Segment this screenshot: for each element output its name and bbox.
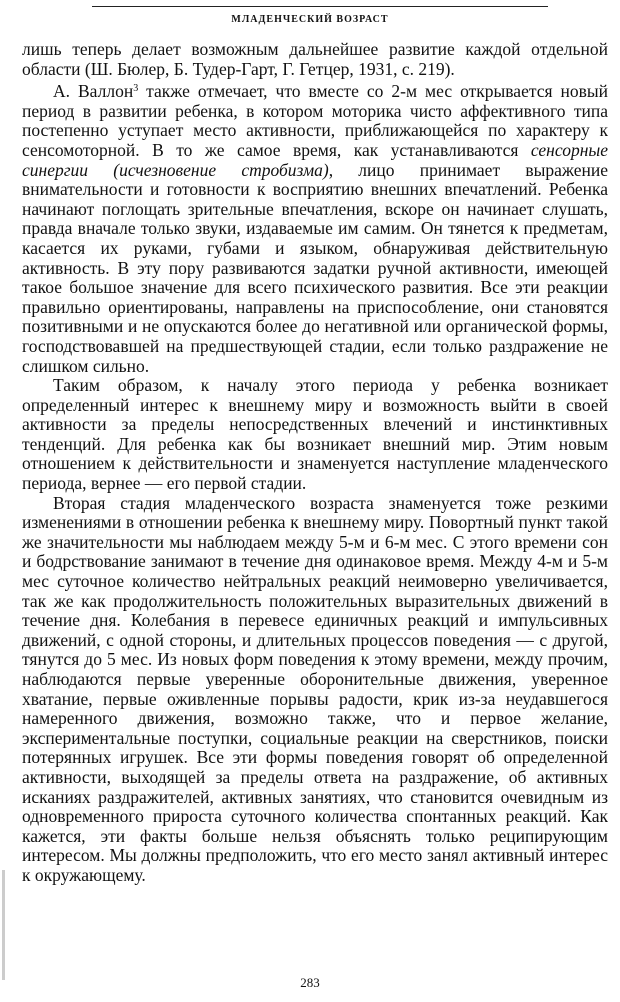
paragraph: [22, 494, 608, 886]
paragraph: [22, 40, 608, 79]
paragraph: [22, 376, 608, 494]
paragraph-text: , лицо принимает выражение внимательности и готовности к восприятию внешних впечатлений. Ребенка начинают поглощать зрительные впечатления, вскоре он начинает слушать, правда вначале только звуки, издаваемые им самим. Он тянется к предметам, касается их руками, губами и языком, обнаруживая действительную активность. В эту пору развиваются задатки ручной активности, имеющей такое большое значение для всего психического развития. Все эти реакции правильно ориентированы, направлены на приспособление, они становятся позитивными и не опускаются более до негативной или органической формы, господствовавшей на предшествующей стадии, если только раздражение не слишком сильно.: [22, 159, 608, 376]
paragraph: [22, 79, 608, 376]
page-number: 283: [300, 975, 320, 990]
header-rule: [92, 6, 548, 7]
running-header: МЛАДЕНЧЕСКИЙ ВОЗРАСТ: [231, 14, 389, 25]
body-text: [22, 40, 608, 886]
footnote-marker: 3: [133, 83, 139, 95]
paragraph-text: Вторая стадия младенческого возраста знаменуется тоже резкими изменениями в отношении ребенка к внешнему миру. Повортный пункт такой же значительности мы наблюдаем между 5-м и 6-м мес. С этого времени сон и бодрствование занимают в течение дня одинаковое время. Между 4-м и 5-м мес суточное количество нейтральных реакций неимоверно увеличивается, так же как продолжительность положительных выразительных движений в течение дня. Колебания в перевесе единичных реакций и импульсивных движений, с одной стороны, и длительных процессов поведения — с другой, тянутся до 5 мес. Из новых форм поведения к этому времени, между прочим, наблюдаются первые уверенные оборонительные движения, уверенное хватание, первые оживленные порывы радости, крик из-за неудавшегося намеренного движения, возможно также, что и первое желание, экспериментальные поступки, социальные реакции на сверстников, поиски потерянных игрушек. Все эти формы поведения говорят об определенной активности, выходящей за пределы ответа на раздражение, об активных исканиях раздражителей, активных занятиях, что становится очевидным из одновременного прироста суточного количества спонтанных реакций. Как кажется, эти факты больше нельзя объяснять только реципирующим интересом. Мы должны предположить, что его место занял активный интерес к окружающему.: [22, 492, 608, 885]
italic-term: сенсорные синергии (исчезновение стробизма): [22, 139, 608, 180]
paragraph-text: лишь теперь делает возможным дальнейшее развитие каждой отдельной области (Ш. Бюлер, Б. Тудер-Гарт, Г. Гетцер, 1931, с. 219).: [22, 39, 608, 79]
paragraph-text: Таким образом, к началу этого периода у ребенка возникает определенный интерес к внешнему миру и возможность выйти в своей активности за пределы непосредственных влечений и инстинктивных тенденций. Для ребенка как бы возникает внешний мир. Этим новым отношением к действительности и знаменуется наступление младенческого периода, вернее — его первой стадии.: [22, 375, 608, 494]
paragraph-text: также отмечает, что вместе со 2-м мес открывается новый период в развитии ребенка, в котором моторика чисто аффективного типа постепенно уступает место активности, приближающейся по характеру к сенсомоторной. В то же самое время, как устанавливаются: [22, 81, 609, 160]
paragraph-text: А. Валлон: [53, 81, 134, 102]
scan-edge-mark: [2, 870, 5, 980]
